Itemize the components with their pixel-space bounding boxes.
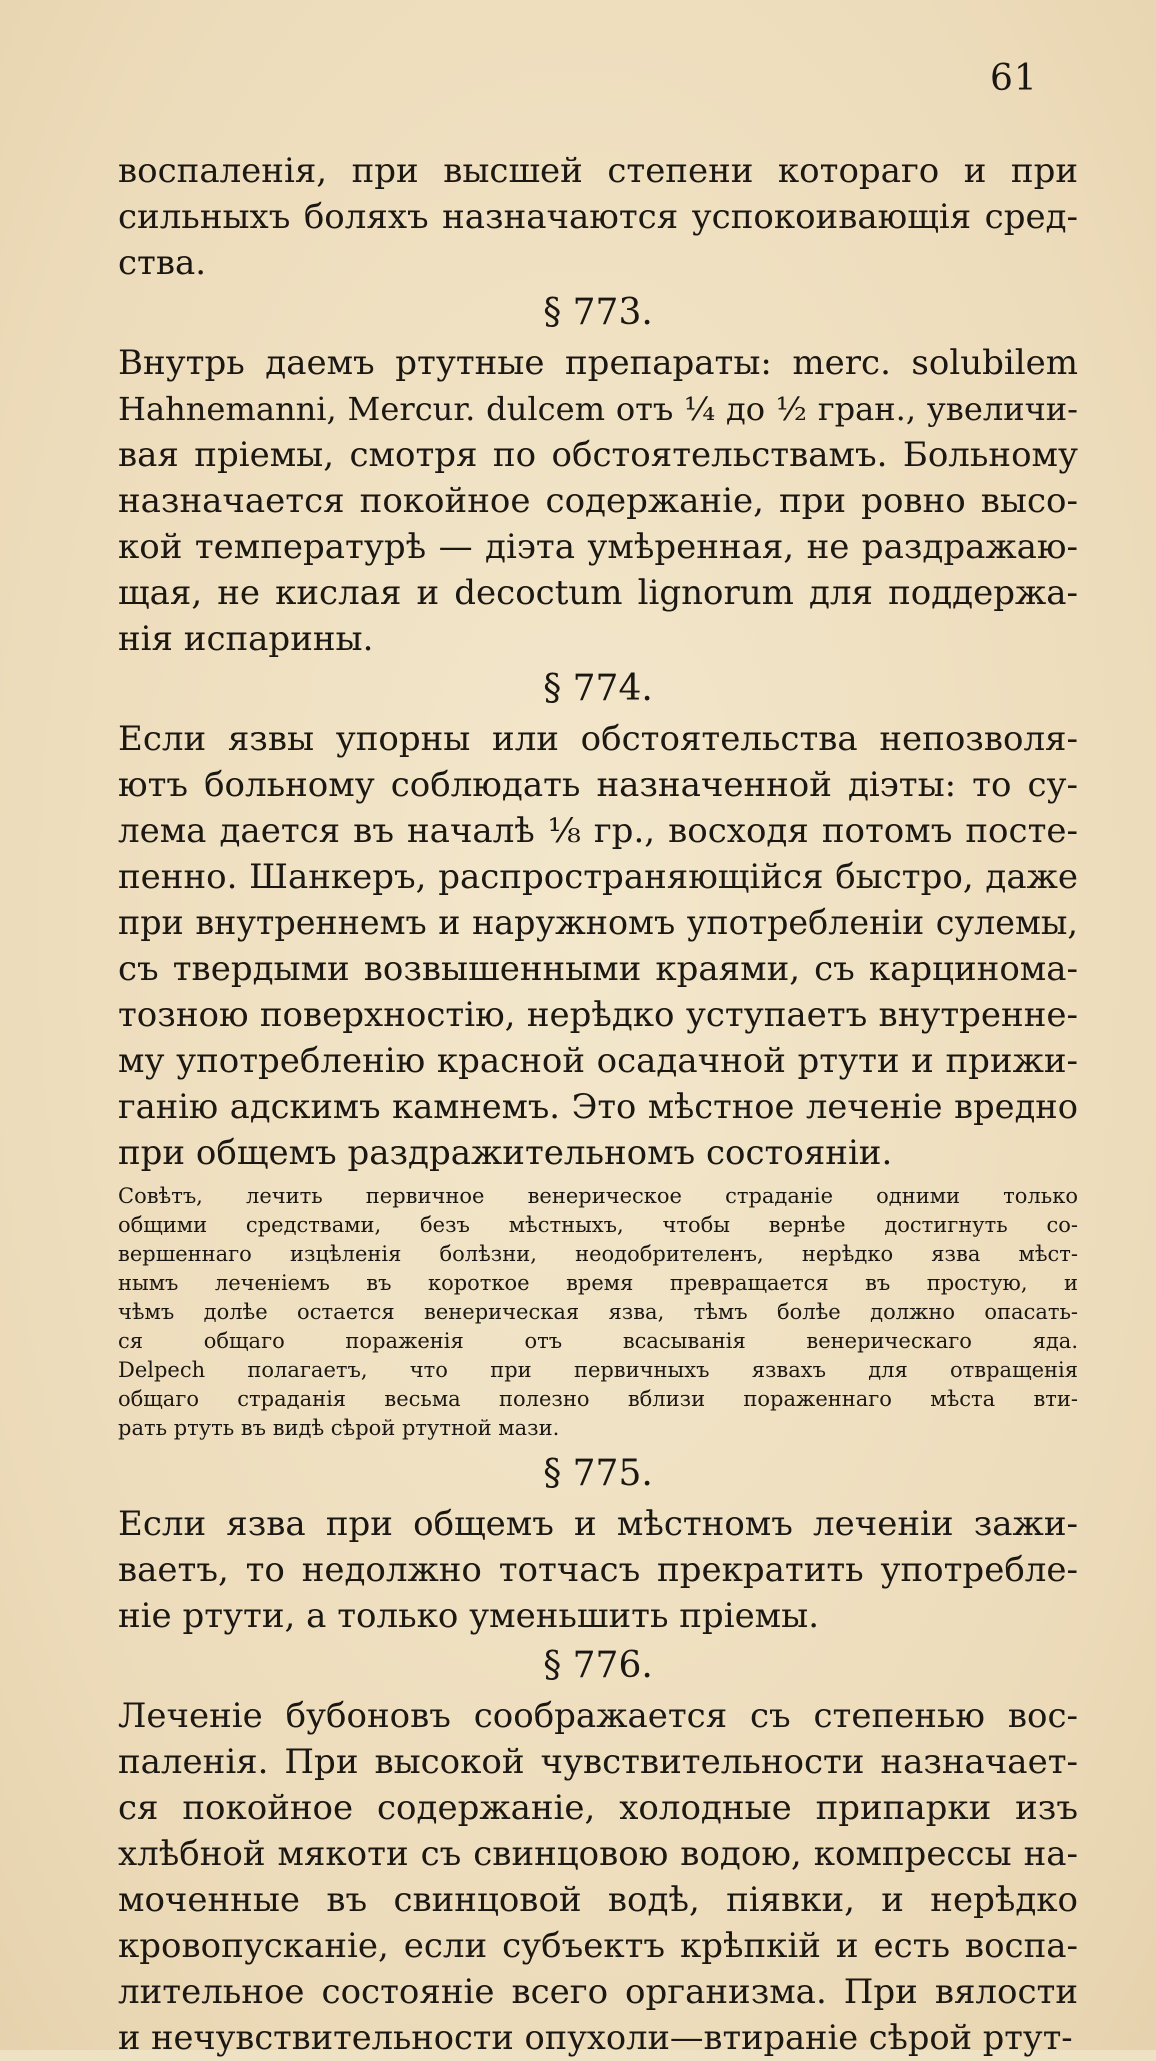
text-line: и нечувствительности опухоли—втираніе сѣрой ртут- [118, 2018, 1073, 2057]
text-line: Если язвы упорны или обстоятельства непозволя- [118, 719, 1078, 759]
text-line: лема дается въ началѣ ⅛ гр., восходя потомъ посте- [118, 811, 1078, 851]
text-line: Если язва при общемъ и мѣстномъ леченіи зажи- [118, 1504, 1078, 1544]
text-line: ютъ больному соблюдать назначенной діэты: то су- [118, 765, 1078, 805]
paragraph [118, 148, 1078, 286]
text-line: паленія. При высокой чувствительности назначает- [118, 1742, 1078, 1782]
text-line: ваетъ, то недолжно тотчасъ прекратить употребле- [118, 1550, 1078, 1590]
text-line: Hahnemanni, Mercur. dulcem отъ ¼ до ½ гран., увеличи- [118, 390, 1078, 428]
text-line: съ твердыми возвышенными краями, съ карцинома- [118, 949, 1078, 989]
text-line: пенно. Шанкеръ, распространяющійся быстро, даже [118, 857, 1078, 897]
footnote [118, 1182, 1078, 1443]
page-number: 61 [990, 58, 1038, 99]
page-text [118, 148, 1078, 2061]
text-line: кровопусканіе, если субъектъ крѣпкій и есть воспа- [118, 1926, 1078, 1966]
paragraph [118, 340, 1078, 662]
footnote-line: чѣмъ долѣе остается венерическая язва, тѣмъ болѣе должно опасать- [118, 1300, 1078, 1324]
text-line: му употребленію красной осадачной ртути и прижи- [118, 1041, 1078, 1081]
text-line: вая пріемы, смотря по обстоятельствамъ. Больному [118, 435, 1078, 475]
paragraph [118, 1693, 1078, 2061]
footnote-line: общаго страданія весьма полезно вблизи пораженнаго мѣста вти- [118, 1387, 1078, 1411]
text-line: Внутрь даемъ ртутные препараты: merc. solubilem [118, 343, 1078, 383]
text-line: лительное состояніе всего организма. При вялости [118, 1972, 1078, 2012]
text-line: воспаленія, при высшей степени котораго и при [118, 151, 1078, 191]
text-line: при внутреннемъ и наружномъ употребленіи сулемы, [118, 903, 1078, 942]
footnote-line: ся общаго пораженія отъ всасыванія венерическаго яда. [118, 1329, 1078, 1353]
text-line: моченные въ свинцовой водѣ, піявки, и нерѣдко [118, 1880, 1078, 1920]
footnote-line: общими средствами, безъ мѣстныхъ, чтобы вернѣе достигнуть со- [118, 1213, 1078, 1237]
paragraph [118, 1501, 1078, 1639]
footnote-line: вершеннаго изцѣленія болѣзни, неодобрителенъ, нерѣдко язва мѣст- [118, 1242, 1078, 1266]
section-heading: § 775. [543, 1453, 653, 1494]
text-line: назначается покойное содержаніе, при ровно высо- [118, 481, 1078, 521]
text-line: хлѣбной мякоти съ свинцовою водою, компрессы на- [118, 1834, 1078, 1874]
section-heading: § 773. [543, 292, 653, 333]
text-line: тозною поверхностію, нерѣдко уступаетъ внутренне- [118, 995, 1078, 1035]
text-line: Леченіе бубоновъ соображается съ степенью вос- [118, 1696, 1078, 1736]
text-line: ства. [118, 243, 207, 283]
text-line: ніе ртути, а только уменьшить пріемы. [118, 1596, 820, 1636]
text-line: сильныхъ боляхъ назначаются успокоивающія сред- [118, 197, 1078, 237]
text-line: ганію адскимъ камнемъ. Это мѣстное леченіе вредно [118, 1087, 1078, 1126]
footnote-line: рать ртуть въ видѣ сѣрой ртутной мази. [118, 1416, 560, 1440]
text-line: щая, не кислая и decoctum lignorum для поддержа- [118, 573, 1078, 613]
footnote-line: Delpech полагаетъ, что при первичныхъ язвахъ для отвращенія [118, 1358, 1078, 1382]
text-line: ся покойное содержаніе, холодные припарки изъ [118, 1788, 1078, 1828]
text-line: нія испарины. [118, 619, 374, 659]
footnote-line: нымъ леченіемъ въ короткое время превращается въ простую, и [118, 1271, 1078, 1295]
section-heading: § 776. [543, 1645, 653, 1686]
paragraph [118, 716, 1078, 1176]
footnote-line: Совѣтъ, лечить первичное венерическое страданіе одними только [118, 1184, 1078, 1208]
section-heading: § 774. [543, 668, 653, 709]
text-line: кой температурѣ — діэта умѣренная, не раздражаю- [118, 527, 1078, 567]
text-line: при общемъ раздражительномъ состояніи. [118, 1133, 893, 1173]
